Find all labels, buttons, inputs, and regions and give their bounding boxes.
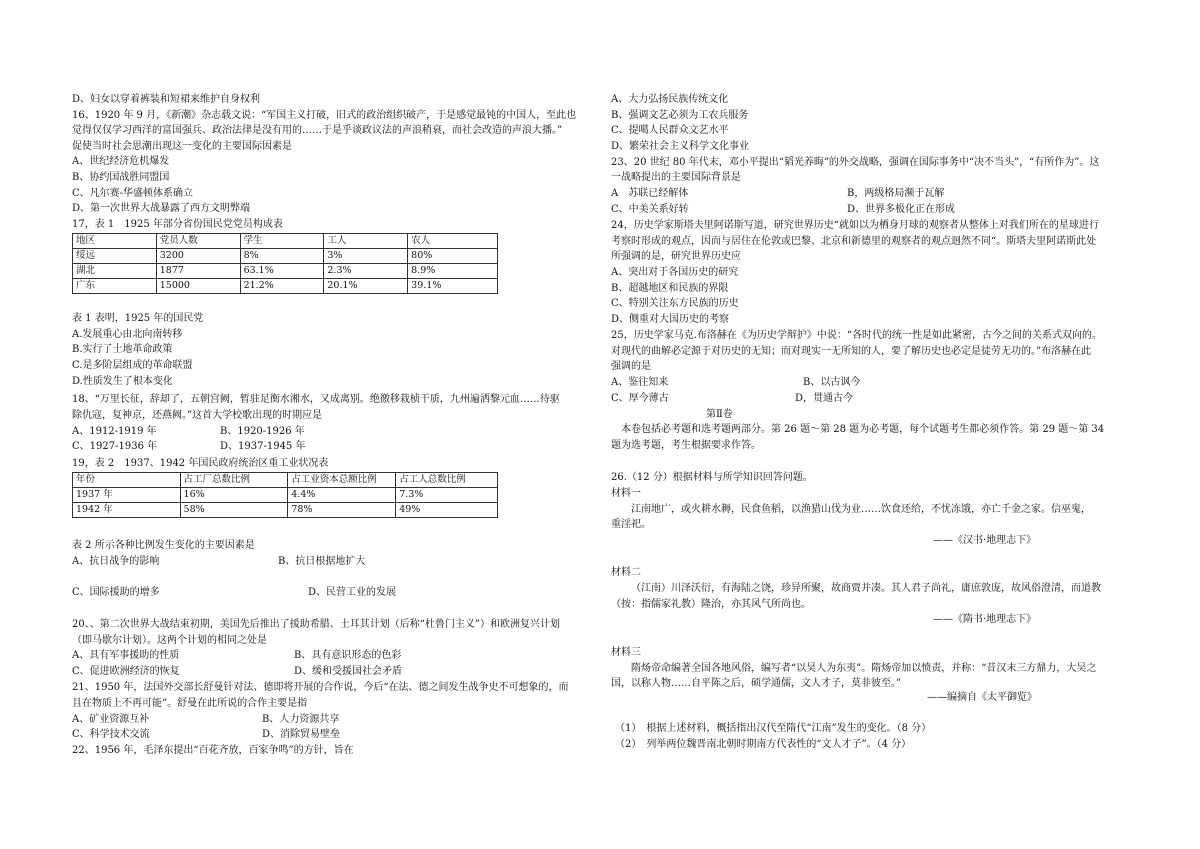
q17-table-caption: 17，表 1 1925 年部分省份国民党党员构成表 <box>72 219 283 230</box>
q24-stem-line2: 考察时形成的观点，因而与居住在伦敦或巴黎、北京和新德里的观察者的观点迥然不同“。斯塔夫里阿诺斯此处 <box>611 236 1097 247</box>
q18-stem-line1: 18、“万里长征，辞却了，五朝宫阙，暂驻足衡水湘水，又成离别。绝徼移栽桢干质，九州遍洒黎元血……待驱 <box>72 394 560 405</box>
table-cell: 80% <box>408 249 498 264</box>
table-row <box>73 279 498 294</box>
q22-option-d: D、繁荣社会主义科学文化事业 <box>611 141 750 152</box>
q18-option-c: C、1927-1936 年 <box>72 441 158 452</box>
table-header-cell: 地区 <box>73 234 157 249</box>
q18-option-b: B、1920-1926 年 <box>220 426 305 437</box>
table-cell: 7.3% <box>396 488 498 503</box>
q20-option-d: D、缓和受援国社会矛盾 <box>294 666 403 677</box>
q25-option-c: C、厚今薄古 <box>611 393 669 404</box>
q24-option-d: D、侧重对大国历史的考察 <box>611 314 730 325</box>
q15-option-d: D、妇女以穿着裤装和短裙来维护自身权利 <box>72 94 261 105</box>
table-header-cell: 党员人数 <box>156 234 240 249</box>
table-cell: 20.1% <box>324 279 408 294</box>
table-header-row <box>73 234 498 249</box>
part-two-title: 第Ⅱ卷 <box>706 409 733 420</box>
q25-stem-line2: 对现代的曲解必定源于对历史的无知；而对现实一无所知的人，要了解历史也必定是徒劳无功的。”布洛赫在此 <box>611 346 1092 357</box>
table-cell: 63.1% <box>240 264 324 279</box>
table-cell: 49% <box>396 503 498 518</box>
material-2-line2: （按：指儒家礼教）隆治，亦其风气所尚也。 <box>611 599 811 610</box>
material-3-source: ——编摘自《太平御览》 <box>927 692 1037 703</box>
q21-option-a: A、矿业资源互补 <box>72 714 150 725</box>
q21-option-c: C、科学技术交流 <box>72 729 150 740</box>
q20-stem-line1: 20、、第二次世界大战结束初期，美国先后推出了援助希腊、土耳其计划（后称“杜鲁门主义”）和欧洲复兴计划 <box>72 619 560 630</box>
table-cell: 39.1% <box>408 279 498 294</box>
q24-option-b: B、超越地区和民族的界限 <box>611 283 729 294</box>
q17-stem: 表 1 表明，1925 年的国民党 <box>72 313 204 324</box>
q20-stem-line2: （即马歇尔计划）。这两个计划的相同之处是 <box>72 635 267 646</box>
material-2-label: 材料二 <box>611 567 641 578</box>
table-cell: 21.2% <box>240 279 324 294</box>
q20-option-b: B、具有意识形态的色彩 <box>294 650 402 661</box>
q25-option-a: A、鉴往知来 <box>611 377 669 388</box>
table-header-cell: 占工业资本总额比例 <box>288 473 396 488</box>
q25-stem-line3: 强调的是 <box>611 361 651 372</box>
q23-option-d: D、世界多极化正在形成 <box>847 204 956 215</box>
q19-option-b: B、抗日根据地扩大 <box>278 556 366 567</box>
part-two-intro-line2: 题为选考题，考生根据要求作答。 <box>611 440 761 451</box>
q21-option-d: D、消除贸易壁垒 <box>262 729 341 740</box>
material-3-label: 材料三 <box>611 647 641 658</box>
q20-option-a: A、具有军事援助的性质 <box>72 650 180 661</box>
material-1-line2: 重淫祀。 <box>611 519 651 530</box>
material-2-line1: （江南）川泽沃衍，有海陆之饶，珍异所聚，故商贾并凑。其人君子尚礼，庸庶敦庞，故风俗澄清，而道教 <box>631 583 1101 594</box>
q26-task-1: （1） 根据上述材料，概括指出汉代至隋代“江南”发生的变化。（8 分） <box>615 723 932 734</box>
table-header-cell: 占工人总数比例 <box>396 473 498 488</box>
table-cell: 1937 年 <box>73 488 181 503</box>
q16-stem-line1: 16、1920 年 9 月，《新潮》杂志载文说：“军国主义打破，旧式的政治组织破产，于是感觉最钝的中国人，至此也 <box>72 110 577 121</box>
q18-option-d: D、1937-1945 年 <box>220 441 306 452</box>
q20-option-c: C、促进欧洲经济的恢复 <box>72 666 180 677</box>
q22-option-a: A、大力弘扬民族传统文化 <box>611 94 729 105</box>
q19-table <box>72 472 498 518</box>
q23-option-b: B，两级格局濒于瓦解 <box>847 188 945 199</box>
q16-option-a: A、世纪经济危机爆发 <box>72 156 170 167</box>
q16-stem-line2: 觉得仅仅学习西洋的富国强兵、政治法律是没有用的……于是乎谈政议法的声浪稍衰，而社会改造的声浪大播。” <box>72 125 563 136</box>
table-cell: 湖北 <box>73 264 157 279</box>
q24-option-a: A、突出对于各国历史的研究 <box>611 267 739 278</box>
table-cell: 58% <box>180 503 288 518</box>
material-1-line1: 江南地广，或火耕水耨，民食鱼稻，以渔猎山伐为业……饮食还给，不忧冻饿，亦亡千金之家。信巫鬼， <box>631 504 1091 515</box>
q24-stem-line1: 24，历史学家斯塔夫里阿诺斯写道，研究世界历史“就如以为栖身月球的观察者从整体上对我们所在的星球进行 <box>611 220 1099 231</box>
q24-option-c: C、特别关注东方民族的历史 <box>611 298 739 309</box>
q22-stem: 22、1956 年，毛泽东提出“百花齐放，百家争鸣”的方针，旨在 <box>72 745 354 756</box>
table-cell: 16% <box>180 488 288 503</box>
q23-stem-line2: 一战略提出的主要国际背景是 <box>611 172 741 183</box>
table-cell: 8.9% <box>408 264 498 279</box>
q16-option-b: B、协约国战胜同盟国 <box>72 172 170 183</box>
table-cell: 广东 <box>73 279 157 294</box>
q25-stem-line1: 25，历史学家马克.布洛赫在《为历史学辩护》中说：“各时代的统一性是如此紧密，古今之间的关系式双向的。 <box>611 330 1103 341</box>
table-cell: 绥远 <box>73 249 157 264</box>
table-header-row <box>73 473 498 488</box>
q21-stem-line2: 且在物质上不再可能”。舒曼在此所说的合作主要是指 <box>72 698 308 709</box>
q17-option-c: C.是多阶层组成的革命联盟 <box>72 360 193 371</box>
table-header-cell: 学生 <box>240 234 324 249</box>
q19-option-d: D、民营工业的发展 <box>308 587 397 598</box>
table-header-cell: 工人 <box>324 234 408 249</box>
q19-stem: 表 2 所示各种比例发生变化的主要因素是 <box>72 540 255 551</box>
material-3-line1: 隋炀帝命编著全国各地风俗，编写者“以吴人为东夷”。隋炀帝加以愤责，并称：“昔汉末三方鼎力，大吴之 <box>631 663 1097 674</box>
q25-option-b: B、以古讽今 <box>803 377 861 388</box>
q17-option-d: D.性质发生了根本变化 <box>72 376 173 387</box>
q18-option-a: A、1912-1919 年 <box>72 426 157 437</box>
table-cell: 2.3% <box>324 264 408 279</box>
table-cell: 4.4% <box>288 488 396 503</box>
q21-stem-line1: 21、1950 年，法国外交部长舒曼针对法、德即将开展的合作说，今后“在法、德之间发生战争史不可想象的，而 <box>72 682 569 693</box>
q24-stem-line3: 所强调的是，研究世界历史应 <box>611 251 741 262</box>
q17-table <box>72 233 498 294</box>
material-1-source: ——《汉书·地理志下》 <box>933 535 1037 546</box>
q16-option-c: C、凡尔赛-华盛顿体系确立 <box>72 188 194 199</box>
table-cell: 15000 <box>156 279 240 294</box>
table-header-cell: 占工厂总数比例 <box>180 473 288 488</box>
q17-option-b: B.实行了土地革命政策 <box>72 344 173 355</box>
table-cell: 1877 <box>156 264 240 279</box>
q26-stem: 26.（12 分）根据材料与所学知识回答问题。 <box>611 472 813 483</box>
table-row <box>73 264 498 279</box>
q19-option-c: C、国际援助的增多 <box>72 587 160 598</box>
table-header-cell: 年份 <box>73 473 181 488</box>
q16-option-d: D、第一次世界大战暴露了西方文明弊端 <box>72 203 251 214</box>
q22-option-b: B、强调文艺必须为工农兵服务 <box>611 110 749 121</box>
material-3-line2: 国，以称人物……自平陈之后，硕学通儒，文人才子，莫非彼至。” <box>611 678 902 689</box>
table-row <box>73 503 498 518</box>
q18-stem-line2: 除仇寇，复神京，还燕阙。”这首大学校歌出现的时期应是 <box>72 410 323 421</box>
part-two-intro-line1: 本卷包括必考题和选考题两部分。第 26 题～第 28 题为必考题，每个试题考生都必须作答。第 29 题～第 34 <box>621 424 1105 435</box>
q21-option-b: B、人力资源共享 <box>262 714 340 725</box>
table-row <box>73 488 498 503</box>
q23-stem-line1: 23、20 世纪 80 年代末，邓小平提出“韬光养晦”的外交战略，强调在国际事务中“决不当头”，“有所作为”。这 <box>611 157 1100 168</box>
q25-option-d: D，贯通古今 <box>795 393 854 404</box>
table-header-cell: 农人 <box>408 234 498 249</box>
q23-option-a: A 苏联已经解体 <box>611 188 689 199</box>
material-1-label: 材料一 <box>611 488 641 499</box>
q19-option-a: A、抗日战争的影响 <box>72 556 160 567</box>
table-cell: 3200 <box>156 249 240 264</box>
table-cell: 78% <box>288 503 396 518</box>
q17-option-a: A.发展重心由北向南转移 <box>72 329 183 340</box>
material-2-source: ——《隋书·地理志下》 <box>933 614 1037 625</box>
q23-option-c: C、中美关系好转 <box>611 204 689 215</box>
table-cell: 1942 年 <box>73 503 181 518</box>
table-cell: 8% <box>240 249 324 264</box>
table-cell: 3% <box>324 249 408 264</box>
q19-table-caption: 19，表 2 1937、1942 年国民政府统治区重工业状况表 <box>72 458 329 469</box>
q16-stem-line3: 促使当时社会思潮出现这一变化的主要国际因素是 <box>72 141 292 152</box>
q26-task-2: （2） 列举两位魏晋南北朝时期南方代表性的“文人才子”。（4 分） <box>615 739 912 750</box>
q22-option-c: C、提噶人民群众文艺水平 <box>611 125 729 136</box>
table-row <box>73 249 498 264</box>
